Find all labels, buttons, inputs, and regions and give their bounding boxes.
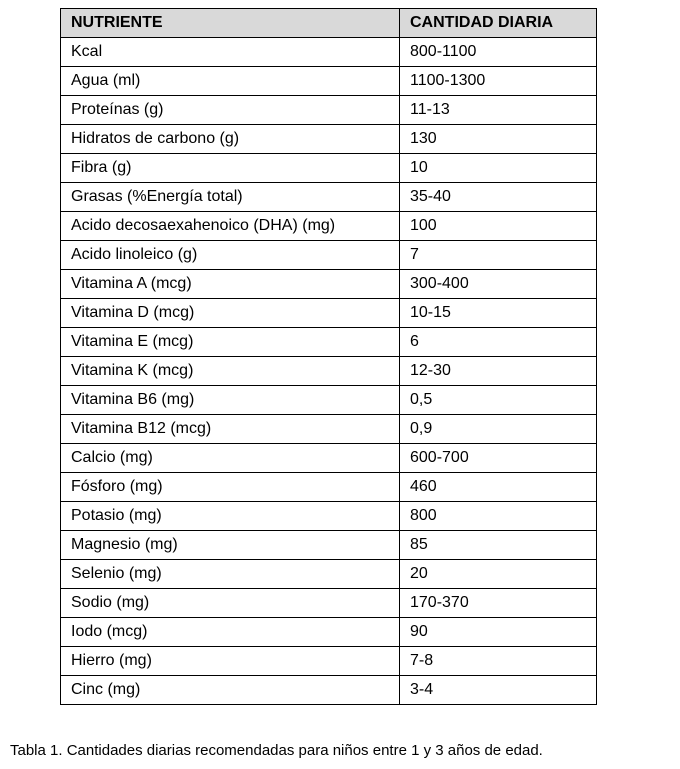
- daily-amount-cell: 170-370: [400, 589, 597, 618]
- daily-amount-cell: 600-700: [400, 444, 597, 473]
- table-row: [61, 357, 597, 386]
- header-nutriente: NUTRIENTE: [61, 9, 400, 38]
- nutrient-name-cell: Vitamina B6 (mg): [61, 386, 400, 415]
- daily-amount-cell: 460: [400, 473, 597, 502]
- table-row: [61, 96, 597, 125]
- nutrient-name-cell: Fibra (g): [61, 154, 400, 183]
- nutrient-name-cell: Iodo (mcg): [61, 618, 400, 647]
- daily-amount-cell: 100: [400, 212, 597, 241]
- daily-amount-cell: 85: [400, 531, 597, 560]
- table-header-row: [61, 9, 597, 38]
- table-row: [61, 38, 597, 67]
- daily-amount-cell: 7-8: [400, 647, 597, 676]
- nutrient-name-cell: Fósforo (mg): [61, 473, 400, 502]
- daily-amount-cell: 130: [400, 125, 597, 154]
- table-row: [61, 154, 597, 183]
- daily-amount-cell: 10-15: [400, 299, 597, 328]
- nutrient-name-cell: Vitamina E (mcg): [61, 328, 400, 357]
- daily-amount-cell: 7: [400, 241, 597, 270]
- nutrient-name-cell: Vitamina K (mcg): [61, 357, 400, 386]
- daily-amount-cell: 11-13: [400, 96, 597, 125]
- table-caption: Tabla 1. Cantidades diarias recomendadas para niños entre 1 y 3 años de edad.: [10, 742, 543, 759]
- daily-amount-cell: 90: [400, 618, 597, 647]
- daily-amount-cell: 1100-1300: [400, 67, 597, 96]
- daily-amount-cell: 300-400: [400, 270, 597, 299]
- daily-amount-cell: 35-40: [400, 183, 597, 212]
- daily-amount-cell: 800-1100: [400, 38, 597, 67]
- table-row: [61, 560, 597, 589]
- table-row: [61, 444, 597, 473]
- table-row: [61, 270, 597, 299]
- table-row: [61, 473, 597, 502]
- nutrient-name-cell: Sodio (mg): [61, 589, 400, 618]
- table-row: [61, 241, 597, 270]
- table-row: [61, 502, 597, 531]
- table-body: [61, 38, 597, 705]
- table-row: [61, 183, 597, 212]
- daily-amount-cell: 10: [400, 154, 597, 183]
- nutrient-name-cell: Vitamina A (mcg): [61, 270, 400, 299]
- nutrient-name-cell: Acido decosaexahenoico (DHA) (mg): [61, 212, 400, 241]
- daily-amount-cell: 0,5: [400, 386, 597, 415]
- table-row: [61, 125, 597, 154]
- nutrient-name-cell: Cinc (mg): [61, 676, 400, 705]
- table-row: [61, 299, 597, 328]
- daily-amount-cell: 3-4: [400, 676, 597, 705]
- daily-amount-cell: 20: [400, 560, 597, 589]
- nutrient-name-cell: Calcio (mg): [61, 444, 400, 473]
- table-row: [61, 589, 597, 618]
- nutrient-name-cell: Hidratos de carbono (g): [61, 125, 400, 154]
- nutrient-name-cell: Agua (ml): [61, 67, 400, 96]
- nutrient-name-cell: Magnesio (mg): [61, 531, 400, 560]
- nutrient-table: [60, 8, 597, 705]
- table-row: [61, 386, 597, 415]
- nutrient-name-cell: Proteínas (g): [61, 96, 400, 125]
- nutrient-name-cell: Hierro (mg): [61, 647, 400, 676]
- table-row: [61, 676, 597, 705]
- nutrient-name-cell: Vitamina D (mcg): [61, 299, 400, 328]
- table-row: [61, 647, 597, 676]
- daily-amount-cell: 6: [400, 328, 597, 357]
- header-cantidad-diaria: CANTIDAD DIARIA: [400, 9, 597, 38]
- nutrient-name-cell: Grasas (%Energía total): [61, 183, 400, 212]
- nutrient-name-cell: Selenio (mg): [61, 560, 400, 589]
- nutrient-name-cell: Kcal: [61, 38, 400, 67]
- nutrient-name-cell: Vitamina B12 (mcg): [61, 415, 400, 444]
- table-row: [61, 212, 597, 241]
- table-row: [61, 67, 597, 96]
- nutrient-name-cell: Acido linoleico (g): [61, 241, 400, 270]
- nutrient-name-cell: Potasio (mg): [61, 502, 400, 531]
- daily-amount-cell: 800: [400, 502, 597, 531]
- table-row: [61, 415, 597, 444]
- daily-amount-cell: 0,9: [400, 415, 597, 444]
- table-row: [61, 328, 597, 357]
- table-row: [61, 618, 597, 647]
- table-row: [61, 531, 597, 560]
- daily-amount-cell: 12-30: [400, 357, 597, 386]
